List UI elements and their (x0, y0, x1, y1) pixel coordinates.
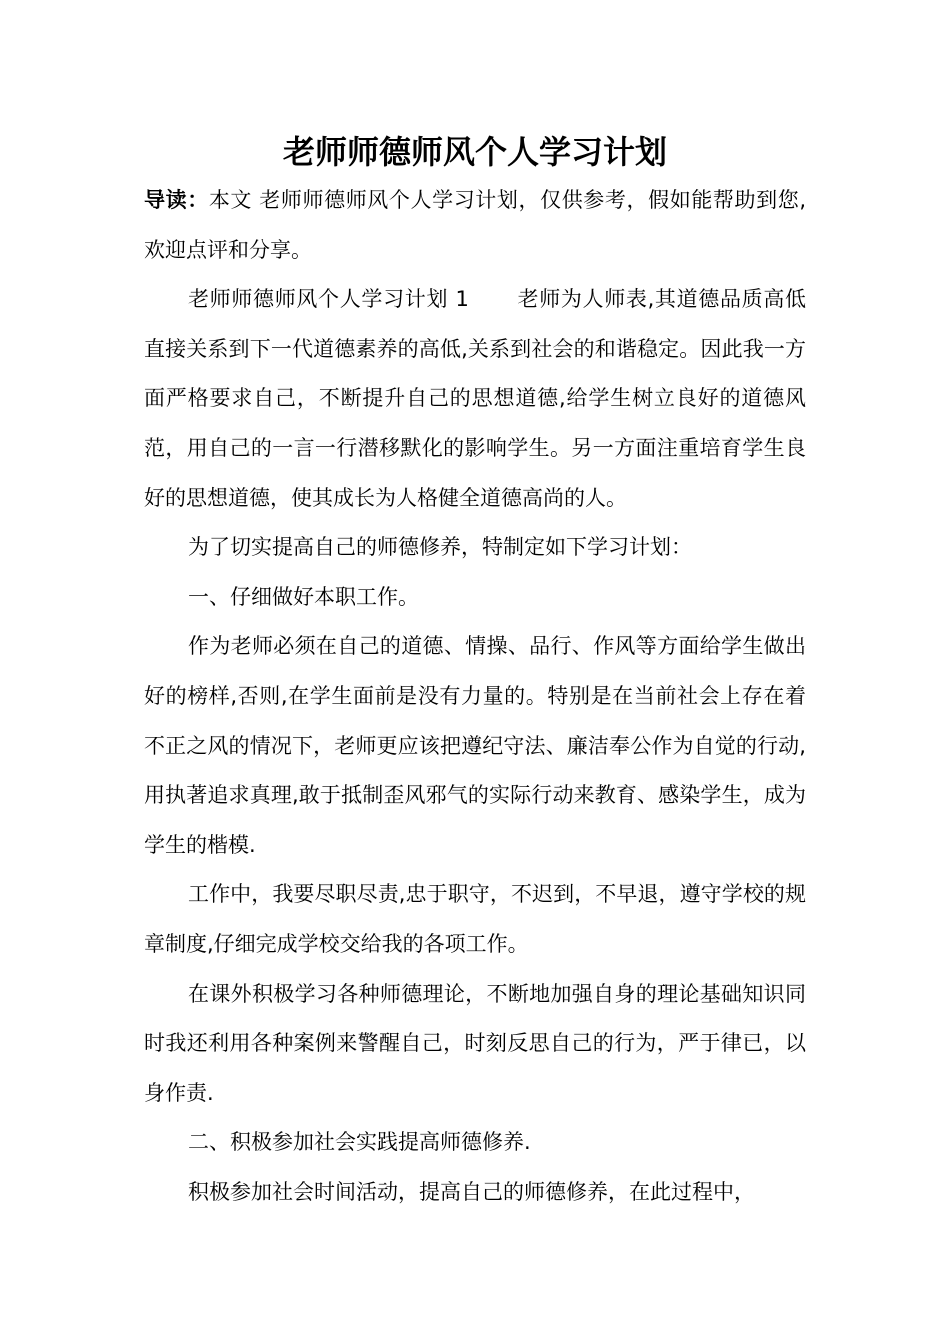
intro-label: 导读： (144, 188, 209, 212)
paragraph-3: 作为老师必须在自己的道德、情操、品行、作风等方面给学生做出好的榜样,否则,在学生面前是没有力量的。特别是在当前社会上存在着不正之风的情况下，老师更应该把遵纪守法、廉洁奉公作为自觉的行动,用执著追求真理,敢于抵制歪风邪气的实际行动来教育、感染学生，成为学生的楷模. (144, 634, 806, 857)
paragraph-1 (144, 275, 806, 523)
paragraph-5: 在课外积极学习各种师德理论，不断地加强自身的理论基础知识同时我还利用各种案例来警醒自己，时刻反思自己的行为，严于律已，以身作责. (144, 981, 806, 1105)
intro-paragraph (144, 176, 806, 275)
paragraph-2: 为了切实提高自己的师德修养，特制定如下学习计划： (188, 535, 692, 560)
section-heading: 老师师德师风个人学习计划 1 (188, 287, 469, 312)
paragraph-6: 积极参加社会时间活动，提高自己的师德修养，在此过程中， (188, 1179, 755, 1204)
paragraph-text: 老师为人师表,其道德品质高低直接关系到下一代道德素养的高低,关系到社会的和谐稳定。因此我一方面严格要求自己，不断提升自己的思想道德,给学生树立良好的道德风范，用自己的一言一行潜移默化的影响学生。另一方面注重培育学生良好的思想道德，使其成长为人格健全道德高尚的人。 (144, 287, 806, 510)
intro-text: 本文 老师师德师风个人学习计划，仅供参考，假如能帮助到您,欢迎点评和分享。 (144, 188, 806, 262)
section-heading-2: 二、积极参加社会实践提高师德修养. (188, 1130, 531, 1155)
paragraph-4: 工作中，我要尽职尽责,忠于职守，不迟到，不早退，遵守学校的规章制度,仔细完成学校交给我的各项工作。 (144, 882, 806, 956)
document-title: 老师师德师风个人学习计划 (282, 133, 667, 171)
document-body (144, 176, 806, 1217)
section-heading-1: 一、仔细做好本职工作。 (188, 584, 419, 609)
